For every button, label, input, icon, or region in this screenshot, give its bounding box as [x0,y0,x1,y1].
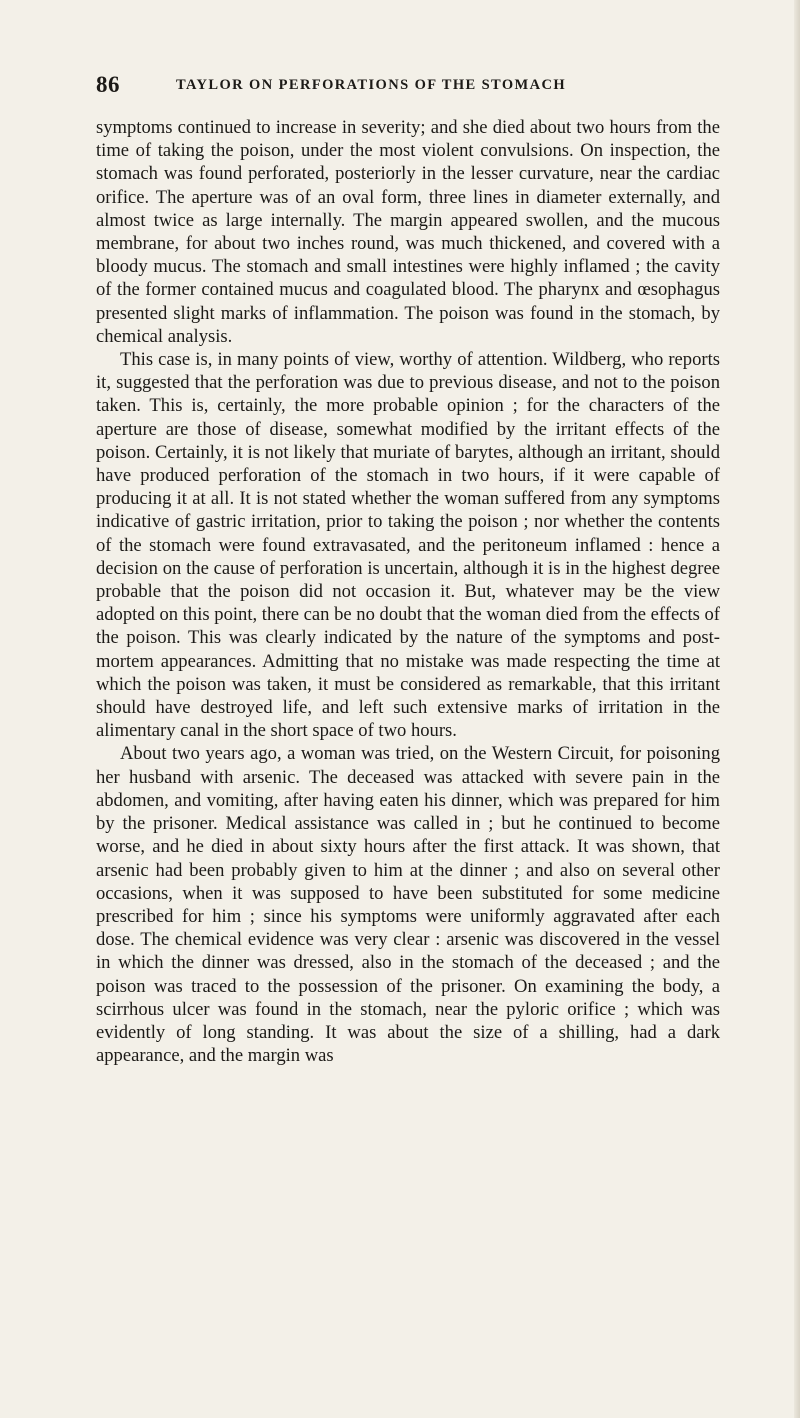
paragraph-continued: symptoms continued to increase in severity; and she died about two hours from the time of taking the poison, under the most violent convulsions. On inspection, the stomach was found perforated, posteriorly in the lesser curvature, near the cardiac orifice. The aperture was of an oval form, three lines in diameter externally, and almost twice as large internally. The margin appeared swollen, and the mucous membrane, for about two inches round, was much thickened, and covered with a bloody mucus. The stomach and small intestines were highly inflamed ; the cavity of the former contained mucus and coagulated blood. The pharynx and œsophagus presented slight marks of inflammation. The poison was found in the stomach, by chemical analysis. [96,117,720,347]
paragraph-commentary: This case is, in many points of view, worthy of attention. Wildberg, who reports it, suggested that the perforation was due to previous disease, and not to the poison taken. This is, certainly, the more probable opinion ; for the characters of the aperture are those of disease, somewhat modified by the irritant effects of the poison. Certainly, it is not likely that muriate of barytes, although an irritant, should have produced perforation of the stomach in two hours, if it were capable of producing it at all. It is not stated whether the woman suffered from any symptoms indicative of gastric irritation, prior to taking the poison ; nor whether the contents of the stomach were found extravasated, and the peritoneum inflamed : hence a decision on the cause of perforation is uncertain, although it is in the highest degree probable that the poison did not occasion it. But, whatever may be the view adopted on this point, there can be no doubt that the woman died from the effects of the poison. This was clearly indicated by the nature of the symptoms and post-mortem appearances. Admitting that no mistake was made respecting the time at which the poison was taken, it must be considered as remarkable, that this irritant should have destroyed life, and left such extensive marks of irritation in the alimentary canal in the short space of two hours. [96,349,720,742]
paragraph-arsenic-case: About two years ago, a woman was tried, on the Western Circuit, for poisoning her husband with arsenic. The deceased was attacked with severe pain in the abdomen, and vomiting, after having eaten his dinner, which was prepared for him by the prisoner. Medical assistance was called in ; but he continued to become worse, and he died in about sixty hours after the first attack. It was shown, that arsenic had been probably given to him at the dinner ; and also on several other occasions, when it was supposed to have been substituted for some medicine prescribed for him ; since his symptoms were uniformly aggravated after each dose. The chemical evidence was very clear : arsenic was discovered in the vessel in which the dinner was dressed, also in the stomach of the deceased ; and the poison was traced to the possession of the prisoner. On examining the body, a scirrhous ulcer was found in the stomach, near the pyloric orifice ; which was evidently of long standing. It was about the size of a shilling, had a dark appearance, and the margin was [96,743,720,1067]
body-text [96,116,720,1067]
page-number: 86 [96,72,120,97]
page-edge-shadow [794,0,800,1418]
running-head [96,72,720,98]
running-title: TAYLOR ON PERFORATIONS OF THE STOMACH [176,77,567,93]
